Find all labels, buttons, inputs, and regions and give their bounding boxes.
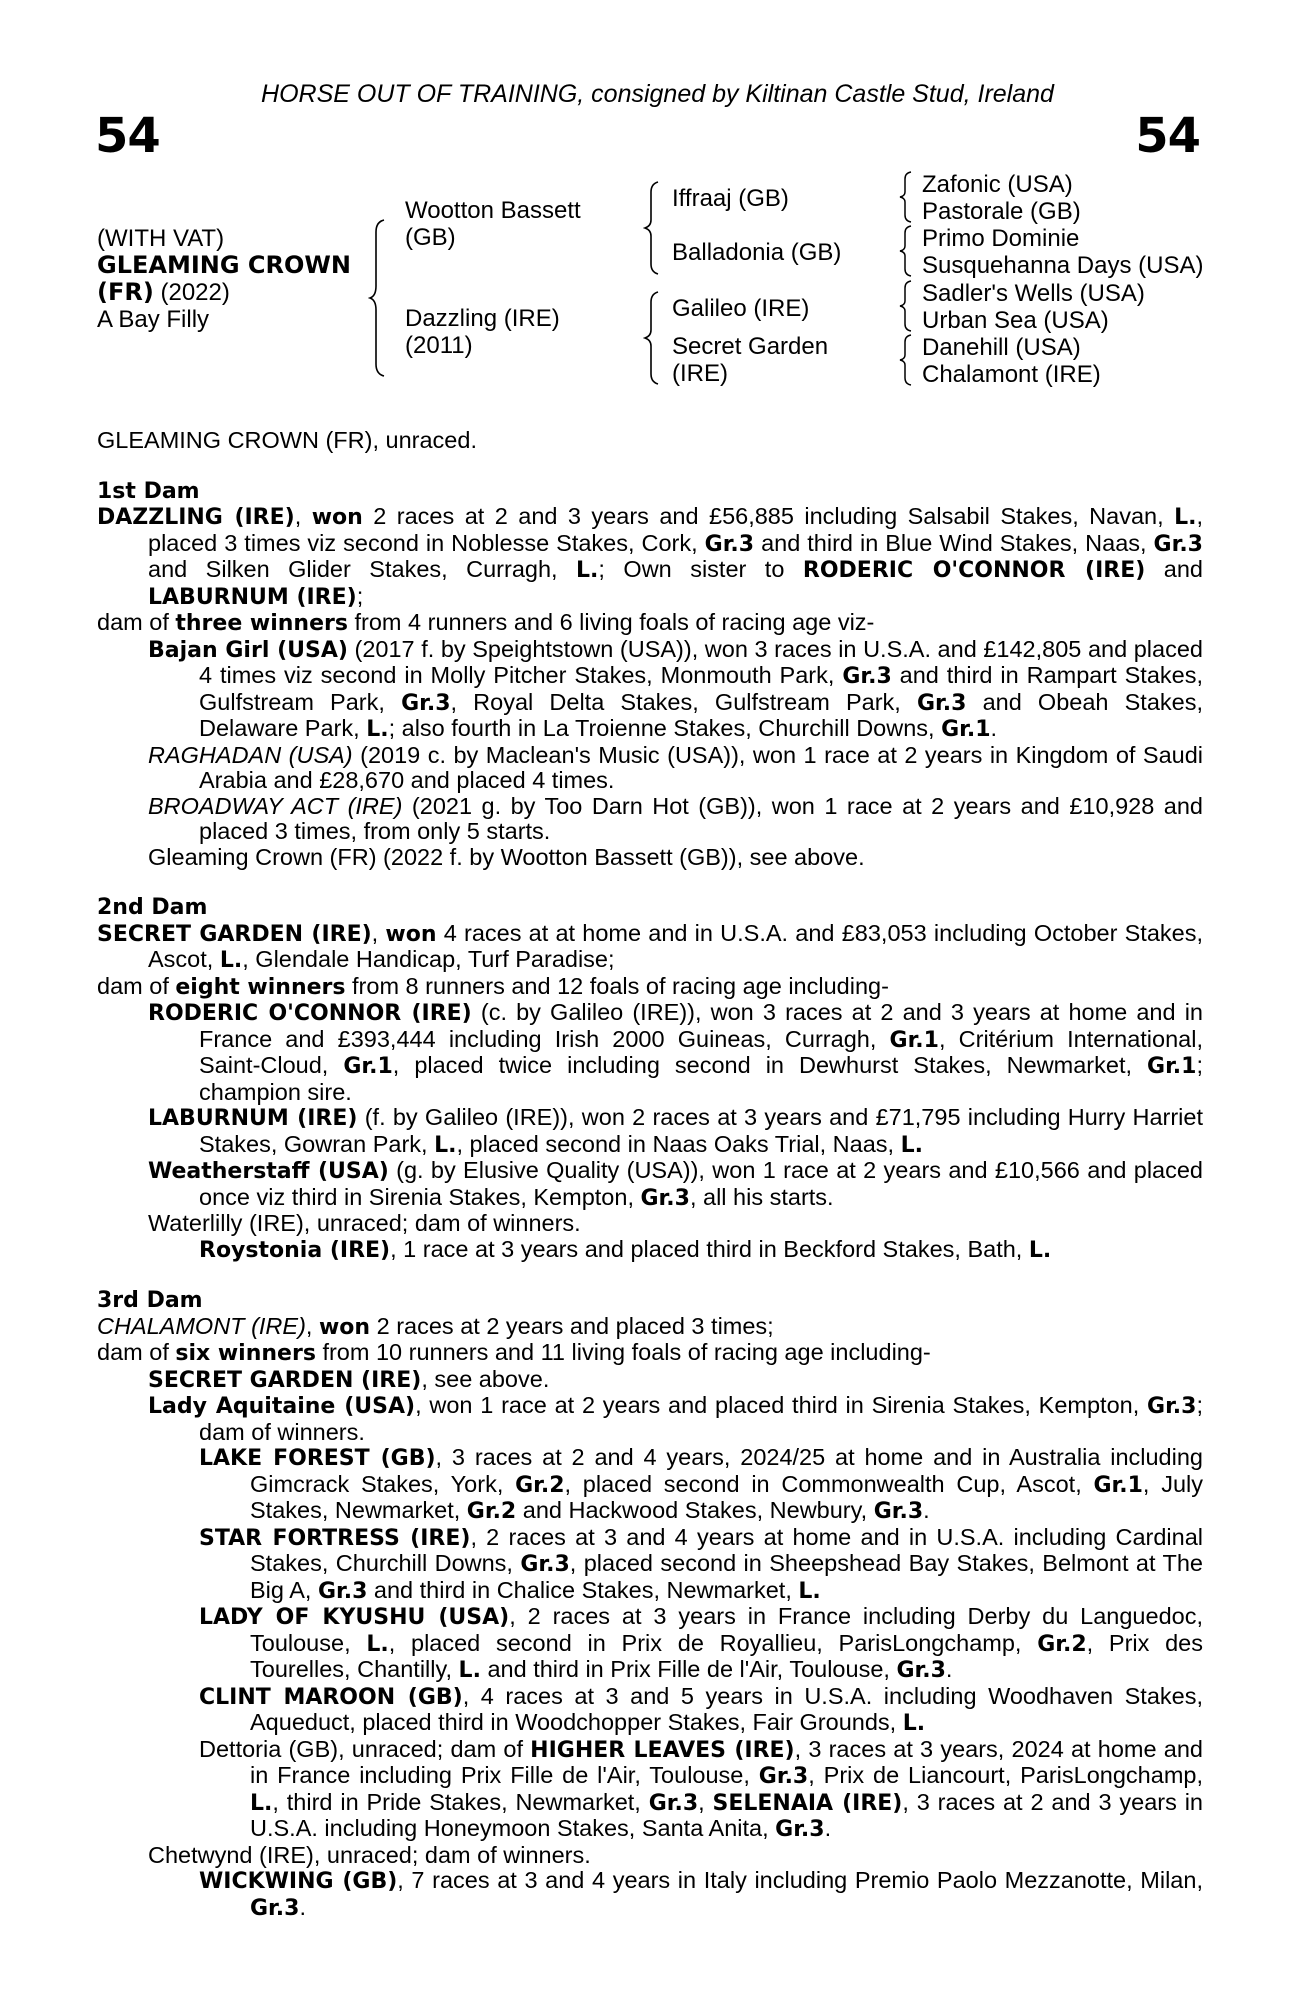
bold-text: Gr.1 — [343, 1054, 393, 1079]
first-dam-produce — [97, 610, 1203, 637]
text-run: , 3 races at 2 and 4 years, 2024/25 at home and in Australia including Gimcrack Stakes, York, — [250, 1444, 1203, 1497]
text-run: , placed second in Commonwealth Cup, Ascot, — [564, 1470, 1094, 1497]
produce-entry-sub — [97, 1737, 1203, 1843]
ggs-3: Primo Dominie — [922, 225, 1080, 252]
italic-text: RAGHADAN (USA) — [148, 741, 353, 768]
bold-text: Gr.2 — [466, 1499, 517, 1524]
text-run: , 2 races at 3 years in France including Derby du Languedoc, Toulouse, — [250, 1603, 1203, 1656]
text-run: (g. by Elusive Quality (USA)), won 1 race at 2 years and £10,566 and placed once viz third in Sirenia Stakes, Kempton, — [199, 1157, 1203, 1210]
bold-text: Gr.3 — [775, 1817, 825, 1842]
bold-text: LAKE FOREST (GB) — [199, 1446, 436, 1471]
text-run: , — [305, 1312, 319, 1339]
text-run: and Silken Glider Stakes, Curragh, — [148, 556, 577, 582]
text-run: . — [990, 715, 998, 741]
bold-text: Gr.1 — [889, 1027, 939, 1053]
horse-description: A Bay Filly — [97, 306, 210, 333]
bold-text: Gr.2 — [1037, 1631, 1087, 1657]
text-run: , Royal Delta Stakes, Gulfstream Park, — [450, 688, 917, 715]
bold-text: Lady Aquitaine (USA) — [148, 1394, 416, 1419]
bold-text: L. — [1174, 505, 1197, 530]
text-run: Gleaming Crown (FR) (2022 f. by Wootton Bassett (GB)), see above. — [148, 843, 865, 870]
text-run: and third in Prix Fille de l'Air, Toulouse, — [480, 1656, 897, 1682]
bold-text: six winners — [175, 1341, 316, 1366]
horse-info — [97, 225, 351, 333]
bold-text: LABURNUM (IRE) — [148, 584, 357, 610]
text-run: , — [294, 503, 312, 529]
bold-text: L. — [1028, 1237, 1052, 1263]
bold-text: HIGHER LEAVES (IRE) — [530, 1737, 795, 1763]
text-run: and third in Blue Wind Stakes, Naas, — [754, 529, 1154, 556]
bold-text: won — [311, 505, 363, 530]
text-run: , placed second in Naas Oaks Trial, Naas, — [456, 1130, 901, 1157]
bold-text: RODERIC O'CONNOR (IRE) — [148, 1001, 472, 1026]
bold-text: Weatherstaff (USA) — [148, 1159, 389, 1184]
bold-text: L. — [900, 1132, 923, 1158]
dam-dam-country: (IRE) — [672, 360, 728, 387]
dam-dam-name: Secret Garden — [672, 333, 829, 360]
bold-text: L. — [798, 1578, 821, 1604]
dam-dam — [672, 333, 828, 387]
text-run: , 2 races at 3 and 4 years at home and in U.S.A. including Cardinal Stakes, Churchill Downs, — [250, 1523, 1203, 1576]
text-run: and — [1145, 556, 1203, 582]
text-run: , placed 3 times viz second in Noblesse Stakes, Cork, — [148, 503, 1203, 556]
brace-dam — [643, 290, 661, 386]
text-run: , 1 race at 3 years and placed third in Beckford Stakes, Bath, — [390, 1235, 1029, 1262]
second-dam-heading: 2nd Dam — [97, 895, 208, 920]
produce-entry — [97, 794, 1203, 845]
sire-country: (GB) — [405, 224, 456, 251]
sire-name: Wootton Bassett — [405, 197, 581, 224]
sire-dam: Balladonia (GB) — [672, 239, 842, 266]
brace-gg3 — [898, 279, 914, 333]
text-run: and third in Rampart Stakes, Gulfstream Park, — [199, 662, 1203, 715]
second-dam-record — [97, 921, 1203, 974]
lot-number-right: 54 — [1135, 108, 1200, 164]
text-run: , won 1 race at 2 years and placed third in Sirenia Stakes, Kempton, — [415, 1392, 1148, 1418]
produce-entry — [97, 1367, 1203, 1394]
bold-text: three winners — [175, 611, 348, 636]
bold-text: Gr.1 — [1147, 1054, 1197, 1079]
brace-gg1 — [898, 170, 914, 224]
text-run: ; — [356, 582, 364, 609]
horse-name: GLEAMING CROWN — [97, 251, 351, 279]
bold-text: Roystonia (IRE) — [199, 1237, 391, 1263]
text-run: from 4 runners and 6 living foals of racing age viz- — [347, 609, 875, 635]
text-run: . — [945, 1656, 953, 1682]
brace-gg2 — [898, 224, 914, 278]
produce-entry-sub — [97, 1237, 1203, 1264]
brace-sire — [643, 180, 661, 276]
produce-entry — [97, 1105, 1203, 1158]
brace-parents — [368, 218, 388, 378]
second-dam-section — [97, 895, 1203, 1263]
text-run: , Prix des Tourelles, Chantilly, — [250, 1629, 1203, 1682]
text-run: ; dam of winners. — [199, 1392, 1203, 1445]
bold-text: L. — [366, 1631, 389, 1657]
dam-year: (2011) — [405, 332, 473, 359]
bold-text: L. — [219, 948, 243, 973]
italic-text: BROADWAY ACT (IRE) — [148, 792, 403, 819]
text-run: (c. by Galileo (IRE)), won 3 races at 2 and 3 years at home and in France and £393,444 including Irish 2000 Guineas, Curragh, — [199, 999, 1203, 1052]
bold-text: L. — [434, 1132, 457, 1158]
bold-text: LABURNUM (IRE) — [148, 1106, 358, 1131]
dam-name: Dazzling (IRE) — [405, 305, 560, 332]
lot-number-left: 54 — [95, 108, 160, 164]
produce-entry — [97, 637, 1203, 743]
text-run: (f. by Galileo (IRE)), won 2 races at 3 years and £71,795 including Hurry Harriet Stakes, Gowran Park, — [199, 1104, 1203, 1157]
bold-text: Gr.3 — [1147, 1394, 1197, 1419]
bold-text: Gr.3 — [640, 1185, 690, 1211]
produce-entry — [97, 1158, 1203, 1211]
produce-entry — [97, 1393, 1203, 1445]
produce-entry — [97, 1843, 1203, 1869]
bold-text: Gr.1 — [1093, 1472, 1143, 1498]
first-dam-heading: 1st Dam — [97, 478, 200, 504]
bold-text: Gr.1 — [941, 717, 991, 742]
text-run: , placed second in Prix de Royallieu, ParisLongchamp, — [388, 1629, 1038, 1656]
first-dam-section — [97, 479, 1203, 871]
page-header: HORSE OUT OF TRAINING, consigned by Kiltinan Castle Stud, Ireland — [261, 80, 1054, 108]
text-run: , — [371, 919, 386, 946]
bold-text: STAR FORTRESS (IRE) — [199, 1525, 471, 1551]
intro-line: GLEAMING CROWN (FR), unraced. — [97, 427, 477, 453]
text-run: . — [299, 1893, 306, 1920]
second-dam-produce — [97, 974, 1203, 1001]
text-run: . — [923, 1497, 930, 1523]
text-run: dam of — [97, 609, 176, 635]
bold-text: Gr.3 — [520, 1552, 570, 1577]
horse-name-suffix — [97, 279, 351, 306]
produce-entry — [97, 1211, 1203, 1237]
text-run: and Hackwood Stakes, Newbury, — [516, 1497, 874, 1523]
produce-entry-sub — [97, 1684, 1203, 1737]
bold-text: SELENAIA (IRE) — [712, 1790, 903, 1816]
text-run: , see above. — [421, 1365, 550, 1392]
bold-text: L. — [366, 717, 389, 742]
text-run: dam of — [97, 1339, 176, 1365]
bold-text: won — [385, 921, 437, 947]
bold-text: Gr.3 — [873, 1499, 924, 1524]
bold-text: RODERIC O'CONNOR (IRE) — [802, 558, 1146, 583]
third-dam-record — [97, 1314, 1203, 1341]
first-dam-record — [97, 504, 1203, 610]
bold-text: L. — [902, 1711, 926, 1736]
text-run: , placed second in Sheepshead Bay Stakes, Belmont at The Big A, — [250, 1550, 1203, 1603]
bold-text: Gr.3 — [648, 1790, 699, 1816]
bold-text: won — [318, 1314, 371, 1340]
brace-gg4 — [898, 333, 914, 387]
bold-text: Gr.2 — [515, 1472, 565, 1498]
text-run: , all his starts. — [689, 1183, 834, 1210]
sire — [405, 197, 581, 251]
text-run: (2021 g. by Too Darn Hot (GB)), won 1 race at 2 years and £10,928 and placed 3 times, from only 5 starts. — [199, 792, 1203, 844]
ggs-6: Urban Sea (USA) — [922, 307, 1109, 334]
text-run: (2017 f. by Speightstown (USA)), won 3 races in U.S.A. and £142,805 and placed 4 times viz second in Molly Pitcher Stakes, Monmouth Park, — [199, 635, 1203, 688]
text-run: , 3 races at 3 years, 2024 at home and in France including Prix Fille de l'Air, Toulouse, — [250, 1735, 1203, 1788]
bold-text: Gr.3 — [317, 1578, 368, 1604]
text-run: , July Stakes, Newmarket, — [250, 1470, 1203, 1523]
bold-text: SECRET GARDEN (IRE) — [148, 1367, 422, 1393]
bold-text: LADY OF KYUSHU (USA) — [199, 1605, 510, 1630]
produce-entry-sub — [97, 1445, 1203, 1525]
produce-entry-sub — [97, 1868, 1203, 1921]
third-dam-heading: 3rd Dam — [97, 1288, 203, 1313]
ggs-7: Danehill (USA) — [922, 334, 1081, 361]
catalogue-body — [97, 428, 1203, 1921]
bold-text: Gr.3 — [250, 1895, 300, 1921]
vat-label: (WITH VAT) — [97, 225, 225, 252]
ggs-8: Chalamont (IRE) — [922, 361, 1101, 388]
text-run: 2 races at 2 and 3 years and £56,885 including Salsabil Stakes, Navan, — [362, 503, 1175, 529]
bold-text: Bajan Girl (USA) — [148, 637, 348, 663]
bold-text: Gr.3 — [1153, 531, 1203, 557]
text-run: (2019 c. by Maclean's Music (USA)), won 1 race at 2 years in Kingdom of Saudi Arabia and £28,670 and placed 4 times. — [199, 741, 1203, 793]
bold-text: SECRET GARDEN (IRE) — [97, 921, 372, 947]
bold-text: L. — [576, 558, 599, 583]
sire-sire: Iffraaj (GB) — [672, 185, 789, 212]
text-run: ; Own sister to — [598, 556, 803, 582]
bold-text: DAZZLING (IRE) — [97, 505, 295, 530]
bold-text: Gr.3 — [758, 1764, 809, 1789]
bold-text: Gr.3 — [916, 690, 967, 716]
italic-text: CHALAMONT (IRE) — [97, 1312, 306, 1339]
text-run: , 4 races at 3 and 5 years in U.S.A. including Woodhaven Stakes, Aqueduct, placed third in Woodchopper Stakes, Fair Grounds, — [250, 1682, 1203, 1735]
text-run: , third in Pride Stakes, Newmarket, — [272, 1788, 649, 1815]
text-run: dam of — [97, 972, 176, 999]
text-run: , 3 races at 2 and 3 years in U.S.A. including Honeymoon Stakes, Santa Anita, — [250, 1788, 1203, 1841]
text-run: 4 races at at home and in U.S.A. and £83,053 including October Stakes, Ascot, — [148, 919, 1203, 972]
text-run: and Obeah Stakes, Delaware Park, — [199, 688, 1203, 741]
bold-text: L. — [250, 1790, 273, 1816]
text-run: 2 races at 2 years and placed 3 times; — [370, 1312, 774, 1339]
produce-entry — [97, 1000, 1203, 1105]
text-run: ; champion sire. — [199, 1052, 1203, 1105]
text-run: . — [824, 1815, 832, 1841]
bold-text: CLINT MAROON (GB) — [199, 1684, 463, 1710]
bold-text: WICKWING (GB) — [199, 1869, 398, 1894]
bold-text: Gr.3 — [896, 1658, 946, 1683]
text-run: , Prix de Liancourt, ParisLongchamp, — [808, 1762, 1203, 1788]
bold-text: L. — [458, 1658, 481, 1683]
text-run: , placed twice including second in Dewhurst Stakes, Newmarket, — [392, 1052, 1148, 1078]
text-run: and third in Chalice Stakes, Newmarket, — [367, 1576, 799, 1603]
horse-year: (2022) — [153, 279, 230, 306]
text-run: ; also fourth in La Troienne Stakes, Churchill Downs, — [388, 715, 942, 741]
text-run: Dettoria (GB), unraced; dam of — [199, 1735, 531, 1762]
ggs-4: Susquehanna Days (USA) — [922, 252, 1204, 279]
text-run: , — [698, 1788, 713, 1815]
produce-entry-sub — [97, 1604, 1203, 1684]
text-run: , Glendale Handicap, Turf Paradise; — [242, 946, 615, 972]
produce-entry — [97, 743, 1203, 794]
produce-entry — [97, 845, 1203, 871]
text-run: from 10 runners and 11 living foals of racing age including- — [315, 1339, 931, 1365]
third-dam-produce — [97, 1340, 1203, 1367]
text-run: Waterlilly (IRE), unraced; dam of winners. — [148, 1210, 581, 1236]
bold-text: eight winners — [175, 974, 346, 1000]
text-run: from 8 runners and 12 foals of racing age including- — [345, 972, 889, 999]
dam — [405, 305, 560, 359]
bold-text: Gr.3 — [842, 664, 892, 689]
horse-country: (FR) — [97, 278, 154, 306]
bold-text: Gr.3 — [401, 690, 451, 716]
text-run: Chetwynd (IRE), unraced; dam of winners. — [148, 1841, 591, 1868]
text-run: , Critérium International, Saint-Cloud, — [199, 1025, 1203, 1078]
bold-text: Gr.3 — [704, 531, 755, 557]
ggs-1: Zafonic (USA) — [922, 171, 1073, 198]
ggs-2: Pastorale (GB) — [922, 198, 1081, 225]
dam-sire: Galileo (IRE) — [672, 295, 810, 322]
ggs-5: Sadler's Wells (USA) — [922, 280, 1145, 307]
third-dam-section — [97, 1288, 1203, 1921]
text-run: , 7 races at 3 and 4 years in Italy including Premio Paolo Mezzanotte, Milan, — [397, 1867, 1203, 1893]
produce-entry-sub — [97, 1525, 1203, 1605]
